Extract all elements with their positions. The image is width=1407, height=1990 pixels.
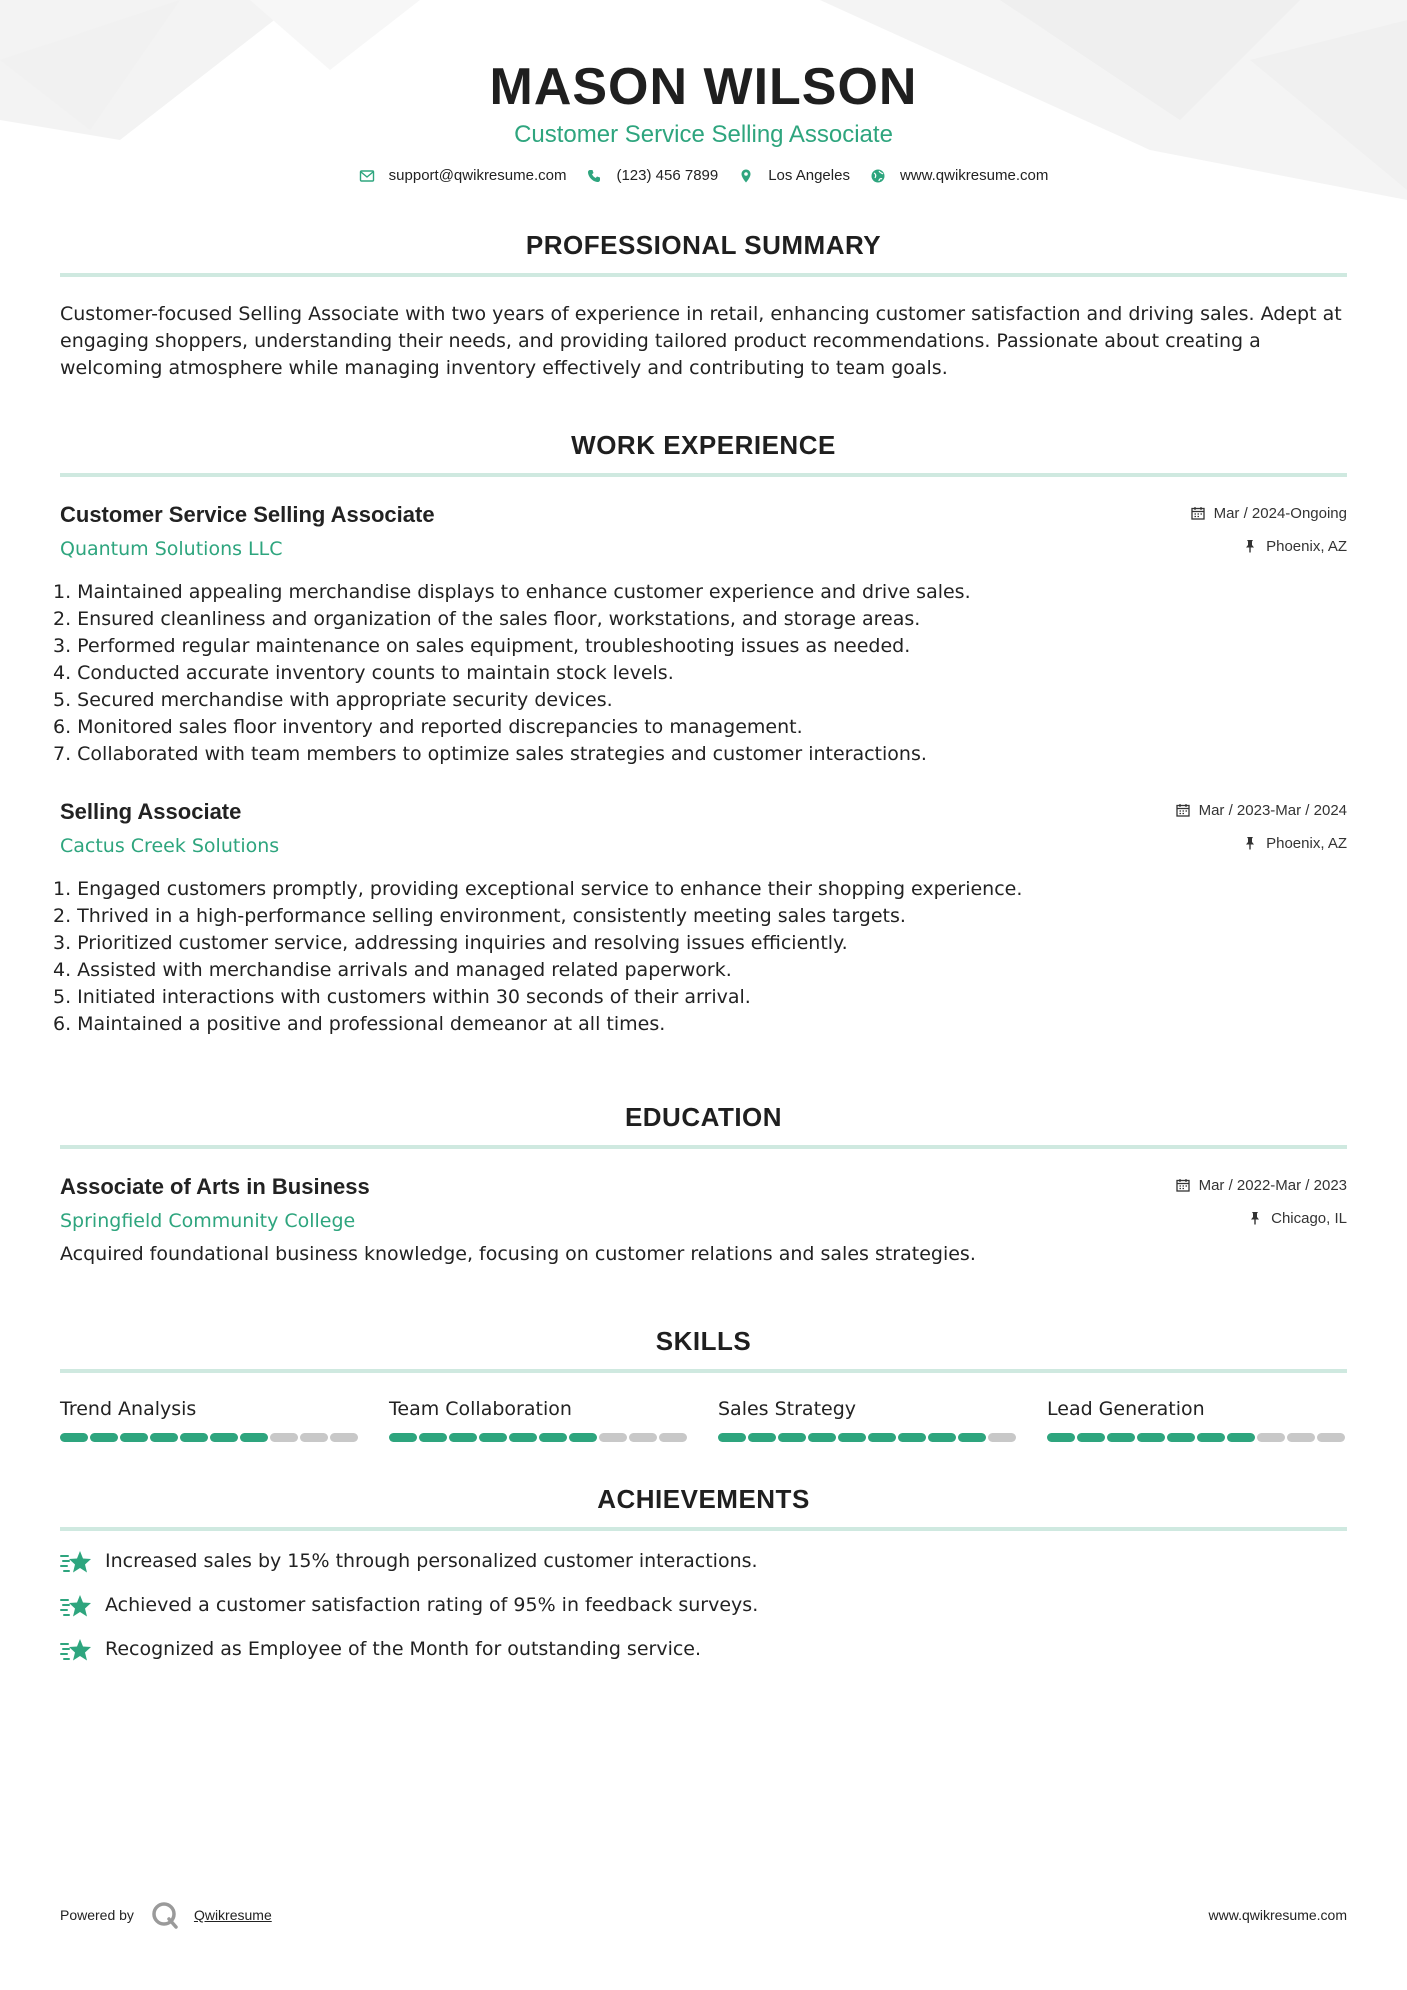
contact-email[interactable] bbox=[359, 167, 567, 184]
job-title: Customer Service Selling Associate bbox=[60, 502, 435, 527]
pushpin-icon bbox=[1243, 539, 1257, 553]
job-location: Phoenix, AZ bbox=[1266, 834, 1347, 852]
skill-dot-filled bbox=[1077, 1433, 1105, 1442]
list-item: 3. Performed regular maintenance on sales equipment, troubleshooting issues as needed. bbox=[53, 635, 911, 657]
skill-dot-filled bbox=[898, 1433, 926, 1442]
list-item: 7. Collaborated with team members to optimize sales strategies and customer interactions. bbox=[53, 743, 927, 765]
summary-section bbox=[60, 230, 1347, 382]
skill-dot-filled bbox=[509, 1433, 537, 1442]
experience-heading: WORK EXPERIENCE bbox=[60, 430, 1347, 477]
list-item: 4. Assisted with merchandise arrivals and managed related paperwork. bbox=[53, 959, 732, 981]
school-name: Springfield Community College bbox=[60, 1210, 356, 1232]
skill-name: Lead Generation bbox=[1047, 1398, 1205, 1420]
summary-heading: PROFESSIONAL SUMMARY bbox=[60, 230, 1347, 277]
summary-text: Customer-focused Selling Associate with two years of experience in retail, enhancing customer satisfaction and driving sales. Adept at engaging shoppers, understanding their needs, and providing tailored product recommendations. Passionate about creating a welcoming atmosphere while managing inventory effectively and contributing to team goals. bbox=[60, 303, 1342, 379]
skill-dot-empty bbox=[629, 1433, 657, 1442]
skill-dot-filled bbox=[1197, 1433, 1225, 1442]
list-item: 2. Thrived in a high-performance selling environment, consistently meeting sales targets. bbox=[53, 905, 906, 927]
star-award-icon bbox=[60, 1637, 92, 1663]
job-entry bbox=[53, 501, 1347, 768]
degree-title: Associate of Arts in Business bbox=[60, 1174, 370, 1199]
star-award-icon bbox=[60, 1549, 92, 1575]
list-item: 6. Monitored sales floor inventory and reported discrepancies to management. bbox=[53, 716, 803, 738]
pushpin-icon bbox=[1243, 836, 1257, 850]
phone-icon bbox=[586, 168, 602, 184]
website-text: www.qwikresume.com bbox=[899, 167, 1049, 184]
skill-dot-empty bbox=[330, 1433, 358, 1442]
skill-name: Team Collaboration bbox=[389, 1398, 572, 1420]
star-award-icon bbox=[60, 1593, 92, 1619]
job-location: Phoenix, AZ bbox=[1266, 537, 1347, 555]
calendar-icon bbox=[1191, 506, 1205, 520]
skill-dot-filled bbox=[718, 1433, 746, 1442]
job-responsibilities bbox=[53, 579, 1347, 768]
education-heading: EDUCATION bbox=[60, 1102, 1347, 1149]
skill-dot-filled bbox=[240, 1433, 268, 1442]
skill-dot-filled bbox=[90, 1433, 118, 1442]
skill-level-bar bbox=[389, 1433, 689, 1442]
list-item: 3. Prioritized customer service, addressing inquiries and resolving issues efficiently. bbox=[53, 932, 848, 954]
skill-dot-filled bbox=[748, 1433, 776, 1442]
achievement-item bbox=[60, 1548, 1347, 1575]
calendar-icon bbox=[1176, 1178, 1190, 1192]
job-entry bbox=[53, 798, 1347, 1038]
achievement-item bbox=[60, 1592, 1347, 1619]
job-company: Quantum Solutions LLC bbox=[60, 538, 283, 560]
education-location: Chicago, IL bbox=[1271, 1209, 1347, 1227]
page-footer bbox=[60, 1900, 1347, 1930]
skill-dot-filled bbox=[180, 1433, 208, 1442]
skill-name: Trend Analysis bbox=[60, 1398, 197, 1420]
skill-dot-filled bbox=[1167, 1433, 1195, 1442]
skill-dot-filled bbox=[389, 1433, 417, 1442]
job-meta bbox=[1191, 501, 1347, 558]
brand-link[interactable]: Qwikresume bbox=[193, 1907, 272, 1923]
qwikresume-logo-icon bbox=[150, 1900, 180, 1930]
skill-dot-filled bbox=[569, 1433, 597, 1442]
footer-website[interactable]: www.qwikresume.com bbox=[1208, 1907, 1347, 1923]
skill-dot-filled bbox=[419, 1433, 447, 1442]
list-item: 6. Maintained a positive and professional demeanor at all times. bbox=[53, 1013, 666, 1035]
contact-phone[interactable] bbox=[586, 167, 718, 184]
skill-dot-empty bbox=[659, 1433, 687, 1442]
globe-icon bbox=[870, 168, 886, 184]
skill-dot-empty bbox=[988, 1433, 1016, 1442]
job-dates: Mar / 2024-Ongoing bbox=[1213, 504, 1347, 522]
achievements-section bbox=[60, 1484, 1347, 1663]
list-item: 2. Ensured cleanliness and organization of the sales floor, workstations, and storage areas. bbox=[53, 608, 921, 630]
skill-dot-filled bbox=[868, 1433, 896, 1442]
job-meta bbox=[1176, 798, 1347, 855]
education-entry bbox=[60, 1173, 1347, 1268]
skill-item bbox=[389, 1397, 689, 1442]
skill-dot-filled bbox=[150, 1433, 178, 1442]
skill-dot-filled bbox=[479, 1433, 507, 1442]
contact-bar bbox=[0, 167, 1407, 184]
achievement-text: Recognized as Employee of the Month for outstanding service. bbox=[105, 1638, 702, 1660]
skill-item bbox=[718, 1397, 1018, 1442]
email-text: support@qwikresume.com bbox=[388, 167, 567, 184]
skill-dot-filled bbox=[539, 1433, 567, 1442]
skill-dot-filled bbox=[928, 1433, 956, 1442]
achievement-item bbox=[60, 1636, 1347, 1663]
skill-dot-empty bbox=[300, 1433, 328, 1442]
education-meta bbox=[1176, 1173, 1347, 1230]
achievements-heading: ACHIEVEMENTS bbox=[60, 1484, 1347, 1531]
contact-website[interactable] bbox=[870, 167, 1048, 184]
skill-dot-filled bbox=[449, 1433, 477, 1442]
pushpin-icon bbox=[1248, 1211, 1262, 1225]
education-dates: Mar / 2022-Mar / 2023 bbox=[1198, 1176, 1347, 1194]
skill-dot-empty bbox=[1317, 1433, 1345, 1442]
candidate-name: MASON WILSON bbox=[489, 58, 918, 116]
resume-header bbox=[0, 0, 1407, 184]
skills-list bbox=[60, 1397, 1347, 1442]
envelope-icon bbox=[359, 168, 375, 184]
job-dates: Mar / 2023-Mar / 2024 bbox=[1198, 801, 1347, 819]
phone-text: (123) 456 7899 bbox=[616, 167, 719, 184]
skill-dot-filled bbox=[1227, 1433, 1255, 1442]
skills-section bbox=[60, 1326, 1347, 1442]
skill-dot-filled bbox=[958, 1433, 986, 1442]
skill-dot-empty bbox=[1287, 1433, 1315, 1442]
skill-dot-filled bbox=[808, 1433, 836, 1442]
list-item: 1. Engaged customers promptly, providing exceptional service to enhance their shopping experience. bbox=[53, 878, 1023, 900]
skill-dot-filled bbox=[1047, 1433, 1075, 1442]
list-item: 5. Secured merchandise with appropriate security devices. bbox=[53, 689, 613, 711]
calendar-icon bbox=[1176, 803, 1190, 817]
skill-dot-filled bbox=[838, 1433, 866, 1442]
list-item: 1. Maintained appealing merchandise displays to enhance customer experience and drive sales. bbox=[53, 581, 971, 603]
skill-dot-filled bbox=[120, 1433, 148, 1442]
skill-dot-empty bbox=[270, 1433, 298, 1442]
skill-item bbox=[60, 1397, 360, 1442]
skill-level-bar bbox=[60, 1433, 360, 1442]
skills-heading: SKILLS bbox=[60, 1326, 1347, 1373]
skill-item bbox=[1047, 1397, 1347, 1442]
job-responsibilities bbox=[53, 876, 1347, 1038]
skill-dot-filled bbox=[1137, 1433, 1165, 1442]
achievement-text: Increased sales by 15% through personalized customer interactions. bbox=[105, 1550, 758, 1572]
resume-body bbox=[53, 230, 1347, 1663]
skill-dot-filled bbox=[210, 1433, 238, 1442]
list-item: 4. Conducted accurate inventory counts to maintain stock levels. bbox=[53, 662, 674, 684]
skill-dot-filled bbox=[778, 1433, 806, 1442]
achievement-text: Achieved a customer satisfaction rating of 95% in feedback surveys. bbox=[105, 1594, 759, 1616]
skill-level-bar bbox=[718, 1433, 1018, 1442]
map-pin-icon bbox=[738, 168, 754, 184]
skill-level-bar bbox=[1047, 1433, 1347, 1442]
location-text: Los Angeles bbox=[768, 167, 850, 184]
education-description: Acquired foundational business knowledge, focusing on customer relations and sales strategies. bbox=[60, 1243, 976, 1265]
contact-location bbox=[738, 167, 850, 184]
job-company: Cactus Creek Solutions bbox=[60, 835, 280, 857]
powered-by-label: Powered by bbox=[60, 1907, 134, 1923]
skill-name: Sales Strategy bbox=[718, 1398, 857, 1420]
list-item: 5. Initiated interactions with customers within 30 seconds of their arrival. bbox=[53, 986, 751, 1008]
skill-dot-filled bbox=[1107, 1433, 1135, 1442]
job-title: Selling Associate bbox=[60, 799, 242, 824]
skill-dot-empty bbox=[599, 1433, 627, 1442]
education-section bbox=[60, 1102, 1347, 1268]
experience-section bbox=[53, 430, 1347, 1038]
skill-dot-empty bbox=[1257, 1433, 1285, 1442]
candidate-title: Customer Service Selling Associate bbox=[514, 121, 893, 148]
skill-dot-filled bbox=[60, 1433, 88, 1442]
